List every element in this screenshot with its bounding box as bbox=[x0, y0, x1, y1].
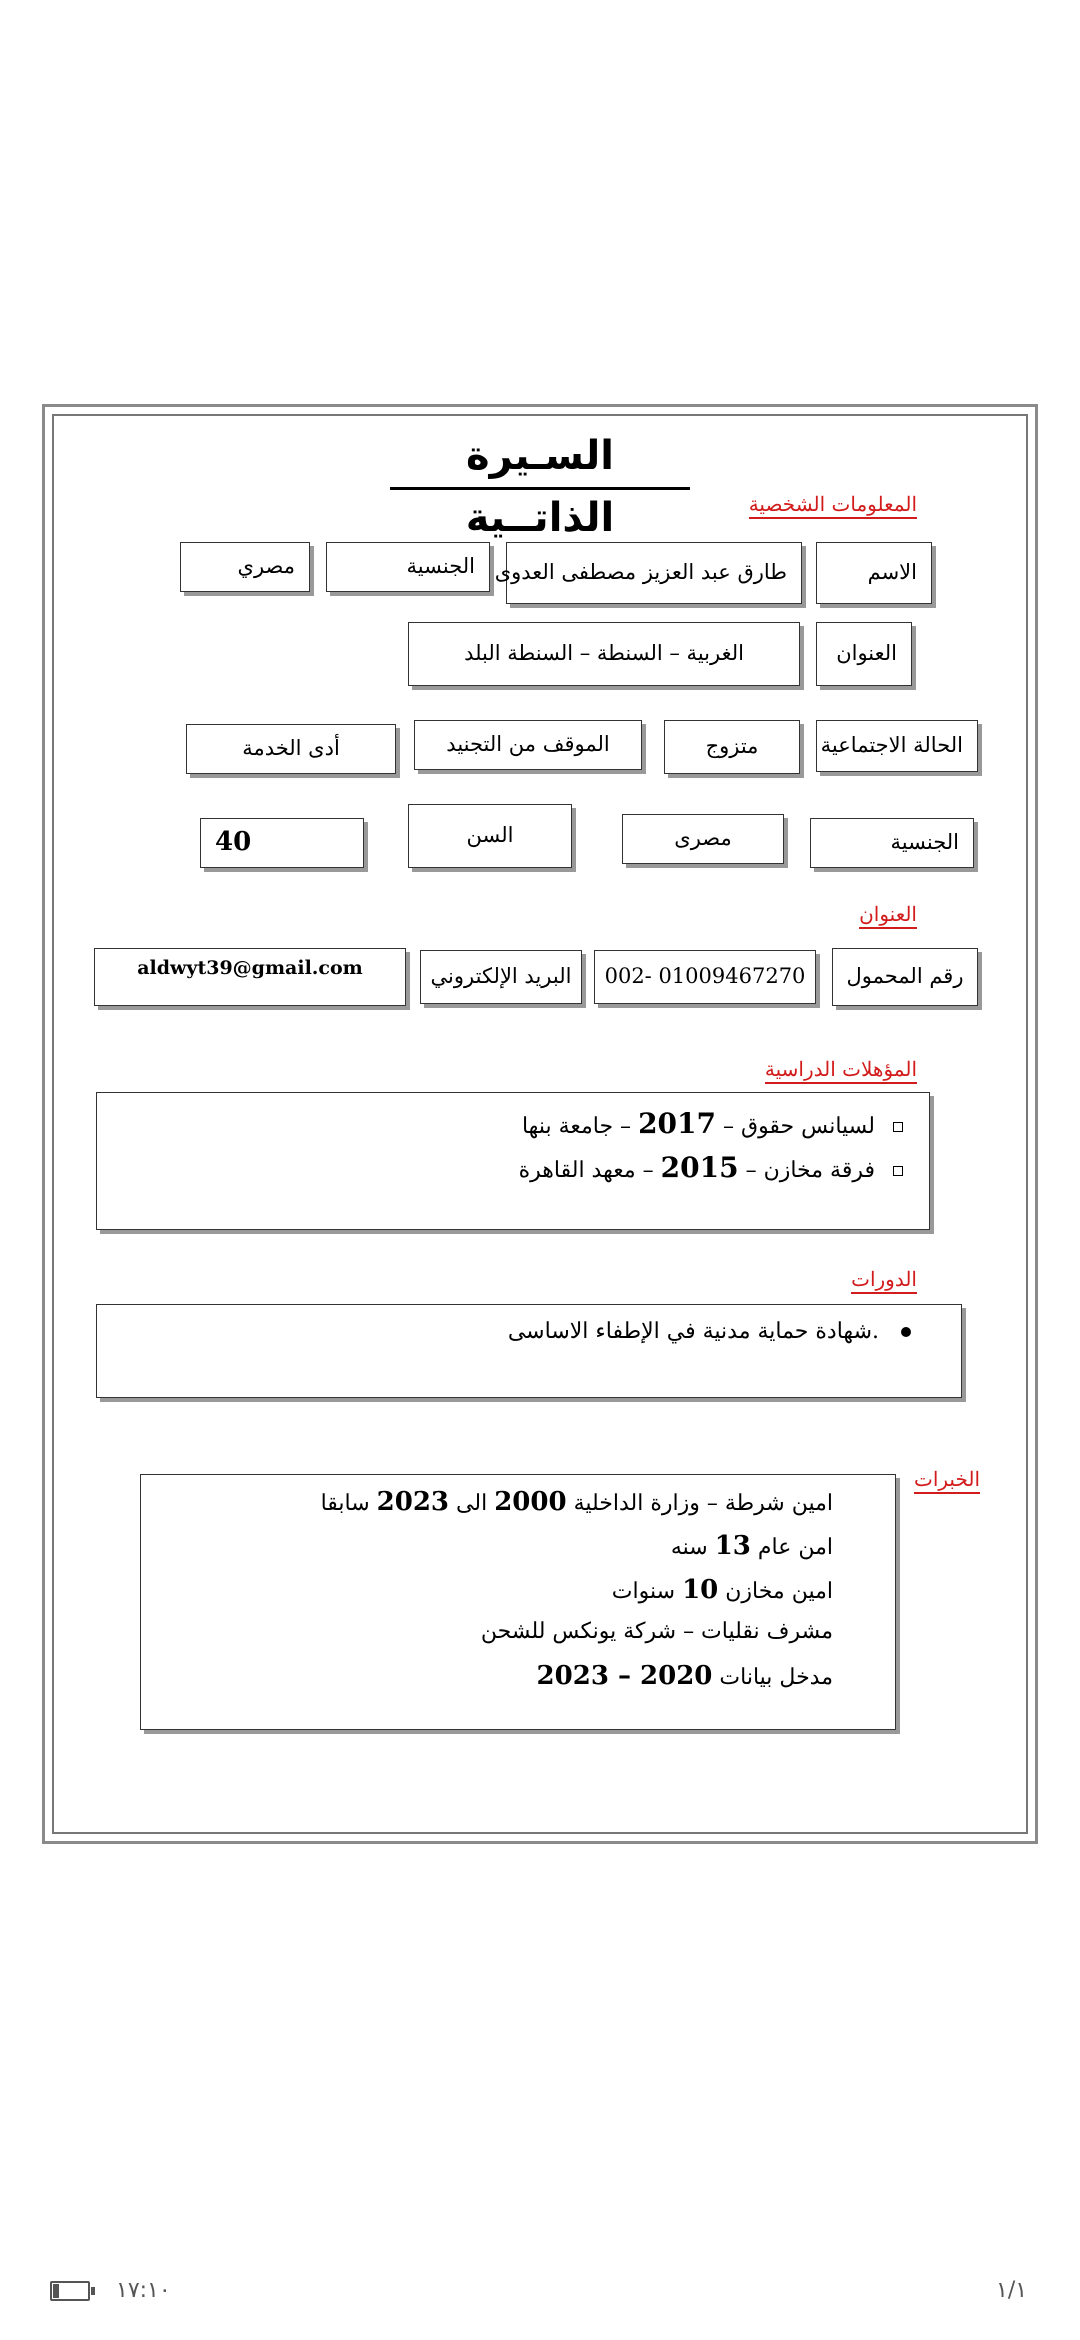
education-item: لسيانس حقوق – 2017 – جامعة بنها bbox=[522, 1107, 903, 1140]
section-experience: الخبرات bbox=[914, 1466, 980, 1494]
age-label-box bbox=[408, 804, 572, 868]
page-title: السـيرة الذاتــية bbox=[390, 425, 690, 490]
address-value-box bbox=[408, 622, 800, 686]
age-value-box bbox=[200, 818, 364, 868]
nationality-value: مصري bbox=[237, 554, 295, 579]
experience-item: امين شرطة – وزارة الداخلية 2000 الى 2023 سابقا bbox=[320, 1487, 833, 1517]
experience-item: مدخل بيانات 2020 – 2023 bbox=[536, 1661, 833, 1691]
courses-box bbox=[96, 1304, 962, 1398]
nationality2-label-box bbox=[810, 818, 974, 868]
age-value: 40 bbox=[215, 827, 252, 858]
education-item: فرقة مخازن – 2015 – معهد القاهرة bbox=[519, 1151, 903, 1184]
email-value-box bbox=[94, 948, 406, 1006]
course-item: .شهادة حماية مدنية في الإطفاء الاساسى bbox=[508, 1319, 911, 1344]
experience-item: مشرف نقليات – شركة يونكس للشحن bbox=[480, 1619, 833, 1644]
section-address: العنوان bbox=[859, 901, 917, 929]
email-label: البريد الإلكتروني bbox=[430, 964, 572, 989]
name-label: الاسم bbox=[867, 560, 917, 585]
section-personal-info: المعلومات الشخصية bbox=[749, 491, 917, 519]
status-time: ١٧:١٠ bbox=[116, 2278, 171, 2303]
section-education: المؤهلات الدراسية bbox=[765, 1056, 917, 1084]
marital-label: الحالة الاجتماعية bbox=[820, 733, 963, 758]
mobile-value: 002- 01009467270 bbox=[604, 964, 806, 989]
name-value-box bbox=[494, 542, 802, 604]
experience-item: امين مخازن 10 سنوات bbox=[611, 1575, 833, 1605]
nationality-value-box bbox=[180, 542, 310, 592]
square-bullet-icon bbox=[893, 1166, 903, 1176]
nationality2-value: مصرى bbox=[674, 826, 732, 851]
education-box bbox=[96, 1092, 930, 1230]
military-label: الموقف من التجنيد bbox=[446, 732, 610, 757]
name-label-box bbox=[816, 542, 932, 604]
nationality-label-box bbox=[326, 542, 490, 592]
age-label: السن bbox=[466, 823, 514, 848]
military-label-box bbox=[414, 720, 642, 770]
military-value: أدى الخدمة bbox=[242, 736, 340, 761]
nationality-label: الجنسية bbox=[406, 554, 475, 579]
experience-box bbox=[140, 1474, 896, 1730]
address-label-box bbox=[816, 622, 912, 686]
bullet-icon bbox=[901, 1327, 911, 1337]
email-value: aldwyt39@gmail.com bbox=[137, 957, 363, 979]
page-indicator: ١/١ bbox=[996, 2278, 1028, 2303]
email-label-box bbox=[420, 950, 582, 1004]
battery-icon bbox=[50, 2281, 90, 2301]
mobile-label: رقم المحمول bbox=[846, 964, 964, 989]
mobile-label-box bbox=[832, 948, 978, 1006]
experience-item: امن عام 13 سنه bbox=[670, 1531, 833, 1561]
name-value: طارق عبد العزيز مصطفى العدوى bbox=[494, 560, 787, 585]
mobile-value-box bbox=[594, 950, 816, 1004]
military-value-box bbox=[186, 724, 396, 774]
address-label: العنوان bbox=[836, 641, 897, 666]
battery-tip bbox=[91, 2287, 95, 2295]
section-courses: الدورات bbox=[851, 1266, 917, 1294]
nationality2-value-box bbox=[622, 814, 784, 864]
marital-label-box bbox=[816, 720, 978, 772]
marital-value-box bbox=[664, 720, 800, 774]
marital-value: متزوج bbox=[705, 734, 759, 759]
address-value: الغربية – السنطة – السنطة البلد bbox=[464, 641, 744, 666]
square-bullet-icon bbox=[893, 1122, 903, 1132]
nationality2-label: الجنسية bbox=[890, 830, 959, 855]
